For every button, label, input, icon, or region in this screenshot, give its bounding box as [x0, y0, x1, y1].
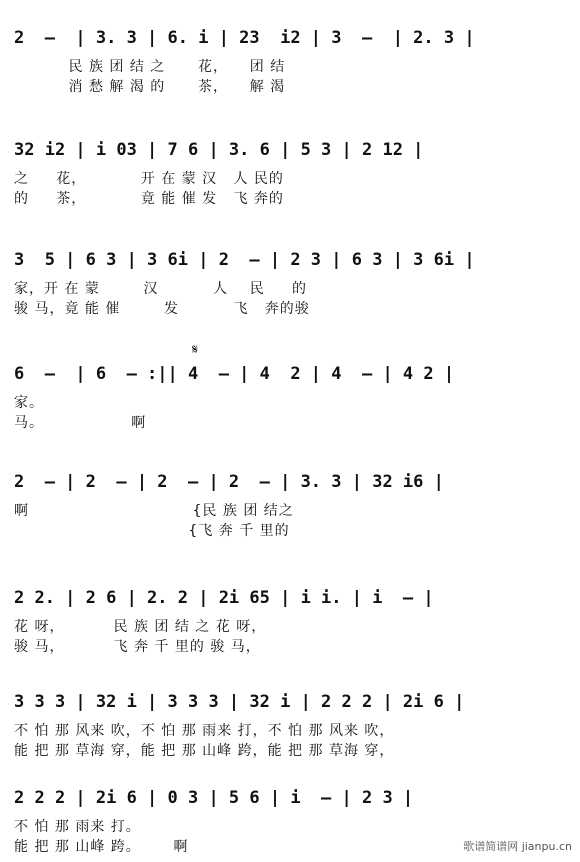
- score-line-4: [0, 336, 580, 431]
- lyric-verse-2: 能 把 那 山峰 跨。 啊: [14, 839, 189, 855]
- note-row: 6 — | 6 — :|| 4 — | 4 2 | 4 — | 4 2 |: [14, 364, 455, 384]
- note-row: 2 — | 2 — | 2 — | 2 — | 3. 3 | 32 i6 |: [14, 472, 444, 492]
- lyric-verse-2: 骏 马， 飞 奔 千 里的 骏 马，: [14, 639, 261, 655]
- lyric-verse-1: 花 呀， 民 族 团 结 之 花 呀，: [14, 619, 267, 635]
- segno-sign: 𝄋: [192, 342, 199, 358]
- score-line-6: [0, 560, 580, 655]
- score-line-5: [0, 444, 580, 539]
- lyric-verse-2: 马。 啊: [14, 415, 147, 431]
- lyric-verse-1: 之 花， 开 在 蒙 汉 人 民的: [14, 171, 284, 187]
- lyric-verse-2: 能 把 那 草海 穿，能 把 那 山峰 跨，能 把 那 草海 穿，: [14, 743, 395, 759]
- lyric-verse-2: 消 愁 解 渴 的 茶， 解 渴: [14, 79, 286, 95]
- site-watermark: 歌谱简谱网 jianpu.cn: [463, 840, 572, 853]
- lyric-verse-2: {飞 奔 千 里的: [14, 523, 290, 539]
- lyric-verse-1: 不 怕 那 雨来 打。: [14, 819, 141, 835]
- note-row: 2 2. | 2 6 | 2. 2 | 2i 65 | i i. | i — |: [14, 588, 434, 608]
- note-row: 2 — | 3. 3 | 6. i | 23 i2 | 3 — | 2. 3 |: [14, 28, 475, 48]
- lyric-verse-2: 的 茶， 竟 能 催 发 飞 奔的: [14, 191, 284, 207]
- lyric-verse-1: 民 族 团 结 之 花， 团 结: [14, 59, 286, 75]
- note-row: 3 5 | 6 3 | 3 6i | 2 — | 2 3 | 6 3 | 3 6i |: [14, 250, 475, 270]
- note-row: 2 2 2 | 2i 6 | 0 3 | 5 6 | i — | 2 3 |: [14, 788, 414, 808]
- lyric-verse-1: 啊 {民 族 团 结之: [14, 503, 294, 519]
- score-line-1: [0, 0, 580, 95]
- lyric-verse-1: 不 怕 那 风来 吹，不 怕 那 雨来 打，不 怕 那 风来 吹，: [14, 723, 395, 739]
- lyric-verse-1: 家，开 在 蒙 汉 人 民 的: [14, 281, 308, 297]
- lyric-verse-1: 家。: [14, 395, 44, 411]
- score-line-7: [0, 664, 580, 759]
- note-row: 3 3 3 | 32 i | 3 3 3 | 32 i | 2 2 2 | 2i 6 |: [14, 692, 465, 712]
- lyric-verse-2: 骏 马，竟 能 催 发 飞 奔的骏: [14, 301, 310, 317]
- note-row: 32 i2 | i 03 | 7 6 | 3. 6 | 5 3 | 2 12 |: [14, 140, 424, 160]
- score-line-3: [0, 222, 580, 317]
- score-line-2: [0, 112, 580, 207]
